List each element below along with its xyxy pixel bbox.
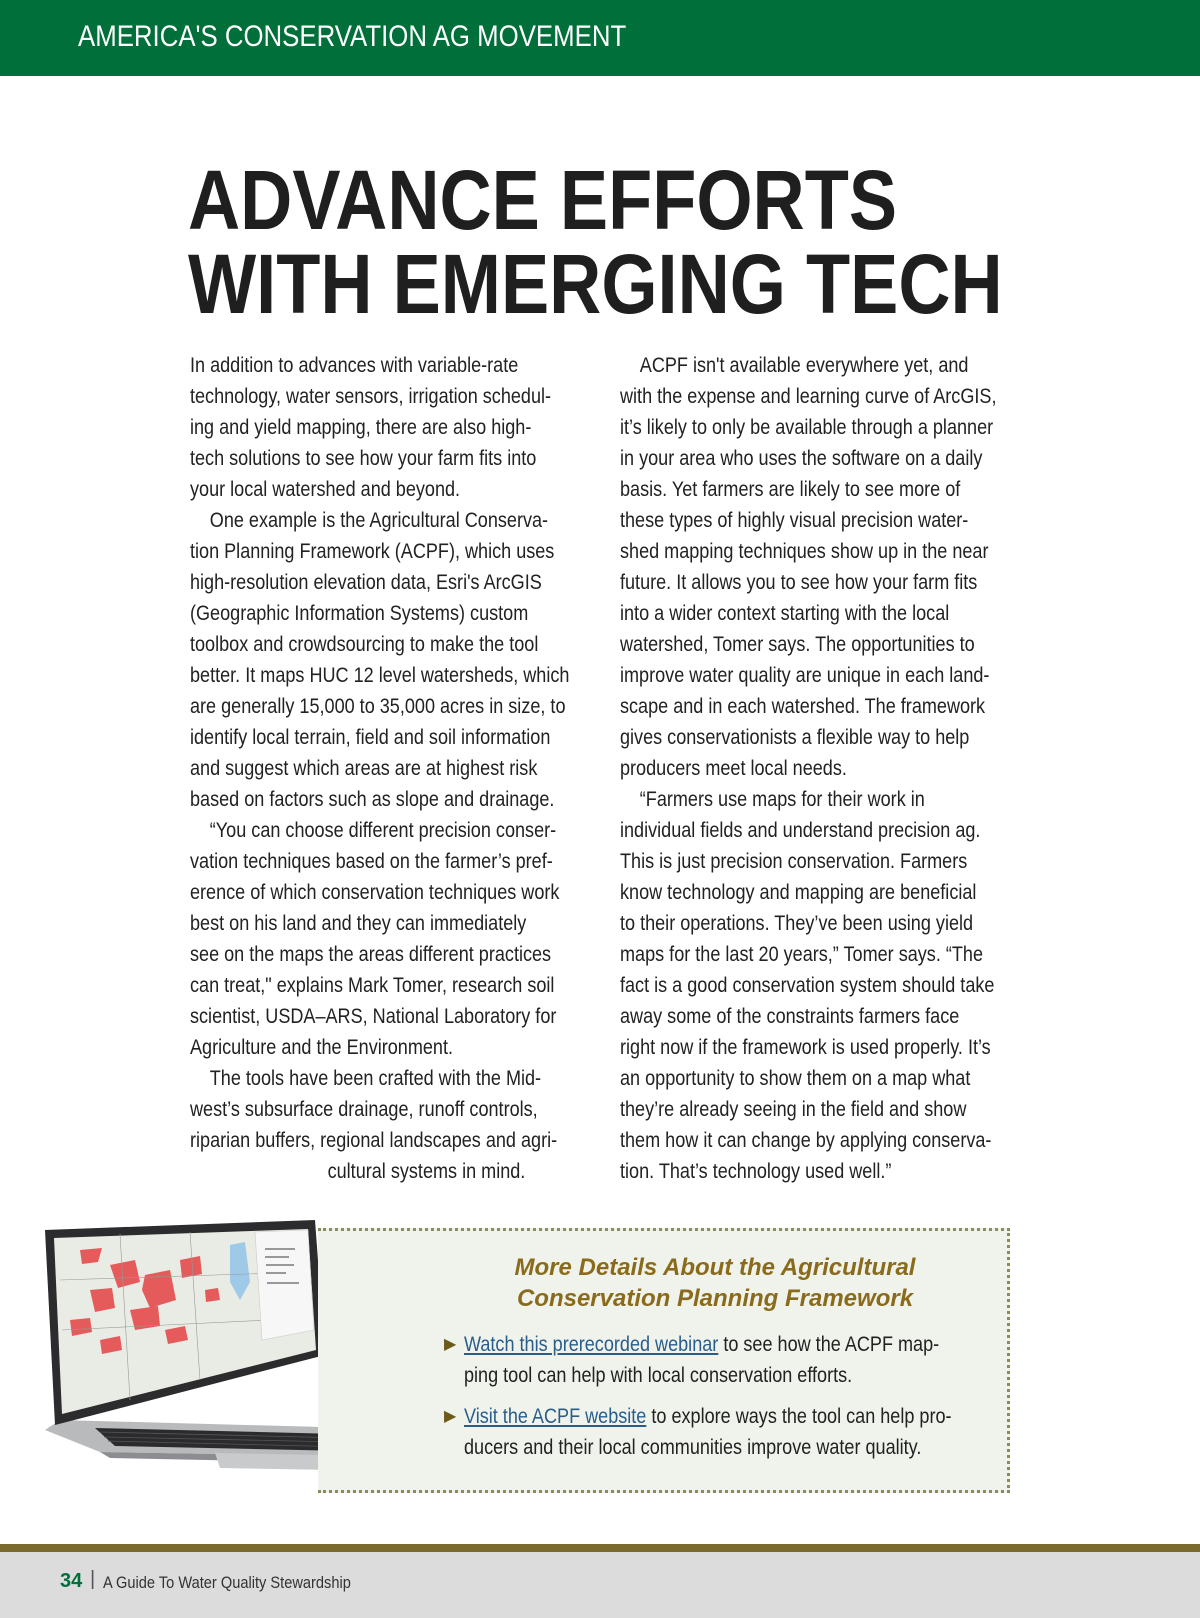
page-title-line-2: WITH EMERGING TECH [188, 237, 1003, 331]
article-text-line: improve water quality are unique in each land- [620, 664, 990, 687]
article-paragraph [620, 784, 1020, 1187]
article-text-line: to their operations. They’ve been using yield [620, 912, 974, 935]
article-column-left [190, 350, 590, 1187]
article-text-line: based on factors such as slope and drainage. [190, 788, 555, 811]
triangle-right-icon: ▶ [444, 1336, 457, 1353]
article-text-line: individual fields and understand precision ag. [620, 819, 981, 842]
article-text-line: better. It maps HUC 12 level watersheds, which [190, 664, 570, 687]
article-text-line: In addition to advances with variable-rate [190, 354, 519, 377]
article-text-line: and suggest which areas are at highest risk [190, 757, 538, 780]
article-text-line: ACPF isn't available everywhere yet, and [639, 354, 969, 377]
article-text-line: see on the maps the areas different practices [190, 943, 552, 966]
triangle-right-icon: ▶ [444, 1408, 457, 1425]
page-title-line-1: ADVANCE EFFORTS [188, 153, 898, 247]
details-title-line-1: More Details About the Agricultural [514, 1254, 916, 1281]
article-text-line: technology, water sensors, irrigation schedul- [190, 385, 552, 408]
details-title-line-2: Conservation Planning Framework [516, 1285, 914, 1312]
article-text-line: vation techniques based on the farmer’s pref- [190, 850, 553, 873]
article-text-line: know technology and mapping are beneficial [620, 881, 977, 904]
bullet-text: to see how the ACPF map- [718, 1333, 940, 1356]
article-text-line: tion Planning Framework (ACPF), which uses [190, 540, 555, 563]
article-text-line: ing and yield mapping, there are also high- [190, 416, 532, 439]
details-bullet [444, 1329, 1004, 1393]
article-text-line: future. It allows you to see how your farm fits [620, 571, 978, 594]
article-text-line: riparian buffers, regional landscapes and agri- [190, 1129, 558, 1152]
webinar-link[interactable]: Watch this prerecorded webinar [464, 1333, 719, 1356]
article-text-line: in your area who uses the software on a daily [620, 447, 983, 470]
article-text-line: scientist, USDA–ARS, National Laboratory for [190, 1005, 557, 1028]
article-text-line: gives conservationists a flexible way to help [620, 726, 970, 749]
article-text-line: fact is a good conservation system should take [620, 974, 995, 997]
article-text-line: erence of which conservation techniques work [190, 881, 560, 904]
article-paragraph [190, 505, 590, 815]
article-paragraph [190, 1063, 590, 1156]
article-text-line: Agriculture and the Environment. [190, 1036, 454, 1059]
article-text-line: these types of highly visual precision water- [620, 509, 969, 532]
article-paragraph [620, 350, 1020, 784]
article-text-line: your local watershed and beyond. [190, 478, 461, 501]
article-text-line: them how it can change by applying conserva- [620, 1129, 992, 1152]
footer-rule [0, 1544, 1200, 1552]
article-text-line: The tools have been crafted with the Mid- [209, 1067, 542, 1090]
article-text-line: basis. Yet farmers are likely to see more of [620, 478, 961, 501]
bullet-text: to explore ways the tool can help pro- [646, 1405, 952, 1428]
article-text-line: maps for the last 20 years,” Tomer says. “The [620, 943, 984, 966]
article-text-line: watershed, Tomer says. The opportunities to [620, 633, 975, 656]
article-text-line: high-resolution elevation data, Esri's ArcGIS [190, 571, 542, 594]
article-text-line: into a wider context starting with the local [620, 602, 950, 625]
article-text-line: they’re already seeing in the field and show [620, 1098, 967, 1121]
publication-title: A Guide To Water Quality Stewardship [103, 1573, 351, 1592]
article-text-line: best on his land and they can immediately [190, 912, 527, 935]
article-text-line: identify local terrain, field and soil information [190, 726, 551, 749]
details-title [420, 1252, 1010, 1314]
article-text-line: away some of the constraints farmers face [620, 1005, 960, 1028]
article-text-line: an opportunity to show them on a map what [620, 1067, 971, 1090]
article-paragraph [190, 350, 590, 505]
article-text-line: This is just precision conservation. Farmers [620, 850, 968, 873]
section-title: AMERICA'S CONSERVATION AG MOVEMENT [78, 20, 627, 53]
article-text-line: tion. That’s technology used well.” [620, 1160, 892, 1183]
bullet-text: ducers and their local communities improve water quality. [464, 1436, 922, 1459]
article-text-line: “You can choose different precision conser- [209, 819, 557, 842]
article-paragraph [190, 815, 590, 1063]
page-number: 34 [60, 1570, 83, 1592]
article-text-line: toolbox and crowdsourcing to make the tool [190, 633, 539, 656]
article-text-line: cultural systems in mind. [327, 1160, 526, 1183]
article-text-line: it’s likely to only be available through a planner [620, 416, 994, 439]
article-text-line: “Farmers use maps for their work in [639, 788, 925, 811]
page-title [188, 153, 1003, 331]
article-text-line: west’s subsurface drainage, runoff controls, [190, 1098, 538, 1121]
article-text-line: tech solutions to see how your farm fits into [190, 447, 537, 470]
article-paragraph [190, 1156, 590, 1187]
article-text-line: shed mapping techniques show up in the near [620, 540, 989, 563]
article-text-line: producers meet local needs. [620, 757, 847, 780]
article-text-line: right now if the framework is used properly. It’s [620, 1036, 991, 1059]
article-text-line: are generally 15,000 to 35,000 acres in size, to [190, 695, 566, 718]
article-text-line: can treat," explains Mark Tomer, research soil [190, 974, 555, 997]
article-text-line: (Geographic Information Systems) custom [190, 602, 529, 625]
article-text-line: One example is the Agricultural Conserva- [209, 509, 549, 532]
acpf-website-link[interactable]: Visit the ACPF website [464, 1405, 647, 1428]
article-text-line: with the expense and learning curve of ArcGIS, [620, 385, 997, 408]
article-text-line: scape and in each watershed. The framework [620, 695, 986, 718]
footer-separator: | [90, 1568, 96, 1590]
article-column-right [620, 350, 1020, 1187]
bullet-text: ping tool can help with local conservation efforts. [464, 1364, 853, 1387]
details-bullet [444, 1401, 1004, 1465]
section-header-bar [0, 0, 1200, 76]
